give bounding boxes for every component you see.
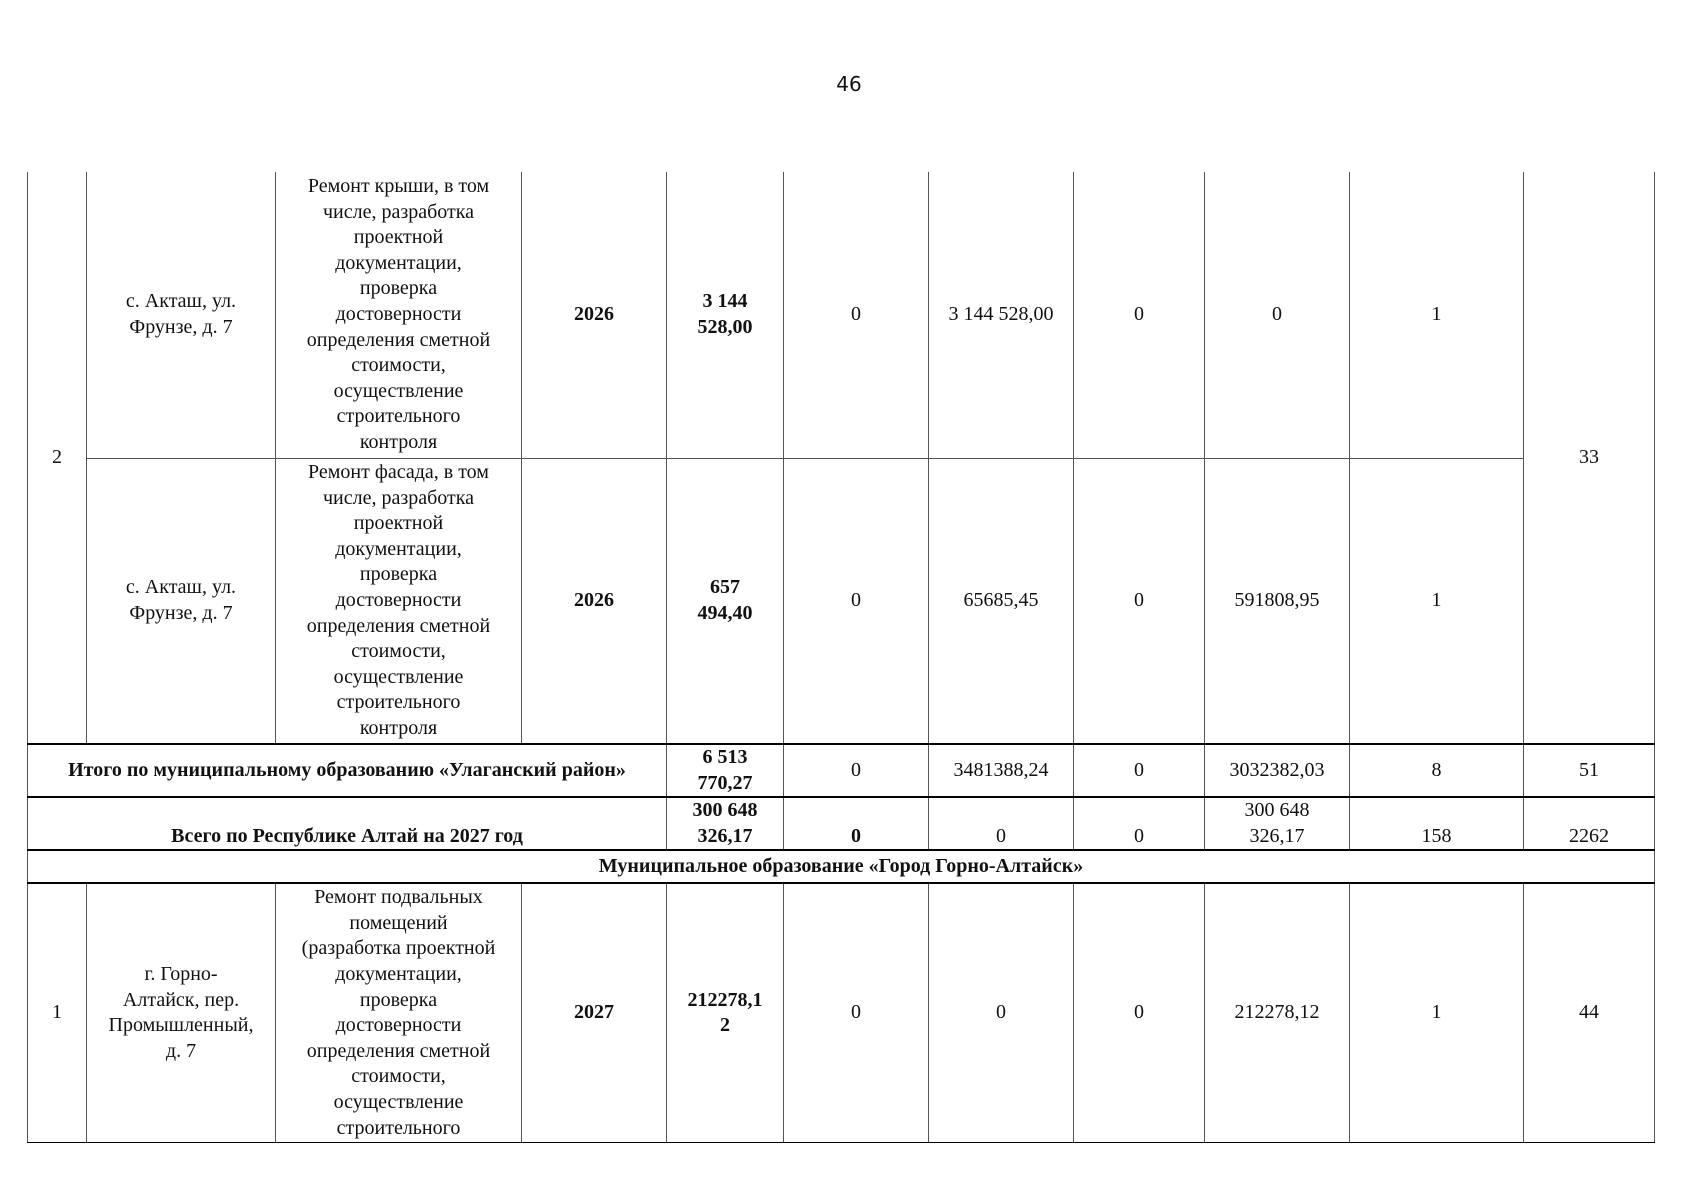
subtotal-total: 6 513 770,27 [667,744,784,797]
grand-total-label: Всего по Республике Алтай на 2027 год [28,797,667,850]
value-cell: 0 [929,797,1074,850]
value-cell: 0 [1074,883,1205,1142]
value-cell: 8 [1350,744,1524,797]
value-cell: 0 [1074,172,1205,458]
total-cost-cell: 212278,1 2 [667,883,784,1142]
page-number: 46 [836,72,862,96]
grand-total-row [28,797,1655,850]
table-row [28,883,1655,1142]
year-cell: 2027 [522,883,667,1142]
address-cell: г. Горно- Алтайск, пер. Промышленный, д. 7 [87,883,276,1142]
value-cell: 0 [784,797,929,850]
value-cell: 0 [1074,797,1205,850]
year-cell: 2026 [522,458,667,744]
value-cell: 2262 [1524,797,1655,850]
value-cell: 591808,95 [1205,458,1350,744]
row-number: 1 [28,883,87,1142]
value-cell: 1 [1350,172,1524,458]
value-cell: 0 [1074,458,1205,744]
work-type-cell: Ремонт подвальных помещений (разработка проектной документации, проверка достоверности определения сметной стоимости, осуществление строительного [276,883,522,1142]
value-cell: 158 [1350,797,1524,850]
value-cell: 51 [1524,744,1655,797]
subtotal-row [28,744,1655,797]
value-cell: 44 [1524,883,1655,1142]
value-cell: 0 [929,883,1074,1142]
value-cell: 0 [1205,172,1350,458]
value-cell: 0 [784,458,929,744]
table-row [28,172,1655,458]
value-cell: 1 [1350,458,1524,744]
value-cell: 0 [784,883,929,1142]
grand-total-cost: 300 648 326,17 [667,797,784,850]
address-cell: с. Акташ, ул. Фрунзе, д. 7 [87,172,276,458]
value-cell: 1 [1350,883,1524,1142]
value-cell: 212278,12 [1205,883,1350,1142]
section-title: Муниципальное образование «Город Горно-Алтайск» [28,850,1655,883]
value-cell: 3481388,24 [929,744,1074,797]
table-row [28,458,1655,744]
subtotal-label: Итого по муниципальному образованию «Улаганский район» [28,744,667,797]
value-cell: 3032382,03 [1205,744,1350,797]
section-header-row [28,850,1655,883]
work-type-cell: Ремонт фасада, в том числе, разработка проектной документации, проверка достоверности определения сметной стоимости, осуществление строительного контроля [276,458,522,744]
work-type-cell: Ремонт крыши, в том числе, разработка проектной документации, проверка достоверности определения сметной стоимости, осуществление строительного контроля [276,172,522,458]
value-cell: 300 648 326,17 [1205,797,1350,850]
value-cell: 65685,45 [929,458,1074,744]
value-cell: 33 [1524,172,1655,744]
row-number: 2 [28,172,87,744]
total-cost-cell: 3 144 528,00 [667,172,784,458]
value-cell: 0 [1074,744,1205,797]
value-cell: 0 [784,744,929,797]
value-cell: 3 144 528,00 [929,172,1074,458]
year-cell: 2026 [522,172,667,458]
capital-repair-table [27,172,1655,1143]
address-cell: с. Акташ, ул. Фрунзе, д. 7 [87,458,276,744]
value-cell: 0 [784,172,929,458]
total-cost-cell: 657 494,40 [667,458,784,744]
